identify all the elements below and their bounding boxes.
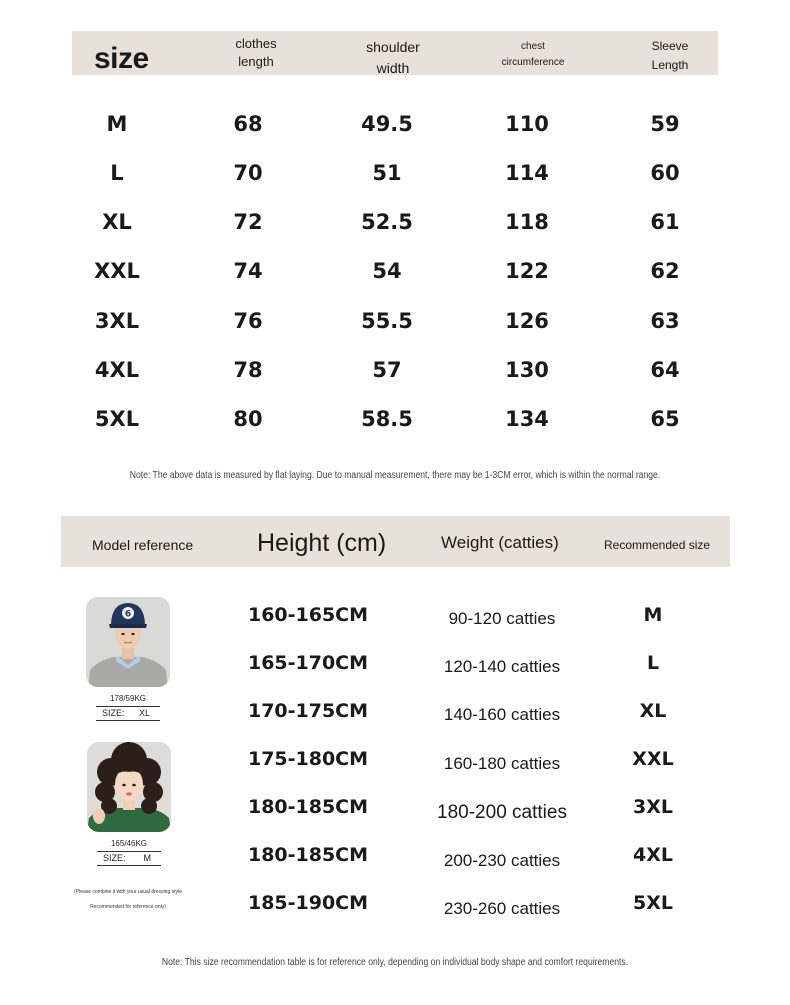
recommendation-header (61, 516, 730, 567)
model-size-female: SIZE: M (97, 851, 161, 866)
chest-cell: 134 (505, 407, 549, 431)
size-cell: 3XL (94, 309, 140, 333)
size-cell: XL (102, 210, 132, 234)
weight-cell: 140-160 catties (443, 705, 561, 724)
size-row (0, 161, 790, 191)
model-photo-male (86, 597, 170, 687)
model-stats-female: 165/46KG (110, 839, 148, 848)
height-cell: 160-165CM (247, 604, 369, 626)
chest-cell: 126 (505, 309, 549, 333)
length-cell: 76 (233, 309, 263, 333)
weight-cell: 200-230 catties (443, 851, 561, 870)
male-model-illustration (86, 597, 170, 687)
height-cell: 165-170CM (247, 652, 369, 674)
length-cell: 68 (233, 112, 263, 136)
header-model-reference: Model reference (92, 537, 194, 553)
chest-cell: 130 (505, 358, 549, 382)
height-cell: 180-185CM (247, 844, 369, 866)
size-cell: M (643, 604, 663, 626)
size-row (0, 259, 790, 289)
header-chest-circumference: chest circumference (501, 41, 565, 68)
sleeve-cell: 65 (650, 407, 680, 431)
size-cell: 5XL (94, 407, 140, 431)
header-sleeve-length: Sleeve Length (651, 39, 689, 73)
shoulder-cell: 58.5 (361, 407, 413, 431)
weight-cell: 180-200 catties (437, 802, 567, 823)
shoulder-cell: 49.5 (361, 112, 413, 136)
size-cell: 4XL (633, 844, 673, 866)
recommendation-note: Note: This size recommendation table is for reference only, depending on individual body shape and comfort requirements. (161, 957, 629, 968)
chest-cell: 110 (505, 112, 549, 136)
size-row (0, 210, 790, 240)
shoulder-cell: 57 (372, 358, 402, 382)
model-stats-male: 178/59KG (109, 694, 147, 703)
weight-cell: 90-120 catties (448, 609, 556, 628)
size-row (0, 112, 790, 142)
fine-print-line-1: (Please combine it with your usual dressing style (74, 889, 182, 895)
height-cell: 185-190CM (247, 892, 369, 914)
weight-cell: 230-260 catties (443, 899, 561, 918)
height-cell: 175-180CM (247, 748, 369, 770)
sleeve-cell: 64 (650, 358, 680, 382)
shoulder-cell: 54 (372, 259, 402, 283)
fine-print-line-2: Recommended for reference only) (90, 904, 166, 910)
header-size: size (94, 42, 149, 75)
size-row (0, 309, 790, 339)
height-cell: 170-175CM (247, 700, 369, 722)
header-recommended-size: Recommended size (604, 538, 711, 552)
sleeve-cell: 60 (650, 161, 680, 185)
size-cell: 4XL (94, 358, 140, 382)
female-model-illustration (87, 742, 171, 832)
size-cell: L (646, 652, 660, 674)
header-height: Height (cm) (257, 529, 387, 557)
size-chart-header (72, 31, 718, 75)
size-row (0, 407, 790, 437)
length-cell: 78 (233, 358, 263, 382)
size-row (0, 358, 790, 388)
size-cell: XXL (94, 259, 140, 283)
header-weight: Weight (catties) (441, 533, 559, 552)
sleeve-cell: 61 (650, 210, 680, 234)
sleeve-cell: 62 (650, 259, 680, 283)
shoulder-cell: 51 (372, 161, 402, 185)
chest-cell: 114 (505, 161, 549, 185)
sleeve-cell: 59 (650, 112, 680, 136)
length-cell: 70 (233, 161, 263, 185)
weight-cell: 120-140 catties (443, 657, 561, 676)
model-size-male: SIZE: XL (96, 706, 160, 721)
size-cell: L (110, 161, 124, 185)
size-cell: XXL (632, 748, 674, 770)
header-shoulder-width: shoulder width (366, 39, 420, 76)
size-cell: XL (639, 700, 667, 722)
measurement-note: Note: The above data is measured by flat laying. Due to manual measurement, there may be 1-3CM error, which is within the normal range. (129, 470, 661, 481)
size-cell: 5XL (633, 892, 673, 914)
shoulder-cell: 52.5 (361, 210, 413, 234)
length-cell: 72 (233, 210, 263, 234)
header-clothes-length: clothes length (235, 36, 277, 69)
size-cell: 3XL (633, 796, 673, 818)
length-cell: 74 (233, 259, 263, 283)
height-cell: 180-185CM (247, 796, 369, 818)
cap-number: 6 (124, 609, 132, 620)
weight-cell: 160-180 catties (443, 754, 561, 773)
size-cell: M (106, 112, 128, 136)
chest-cell: 122 (505, 259, 549, 283)
length-cell: 80 (233, 407, 263, 431)
chest-cell: 118 (505, 210, 549, 234)
shoulder-cell: 55.5 (361, 309, 413, 333)
sleeve-cell: 63 (650, 309, 680, 333)
model-photo-female (87, 742, 171, 832)
